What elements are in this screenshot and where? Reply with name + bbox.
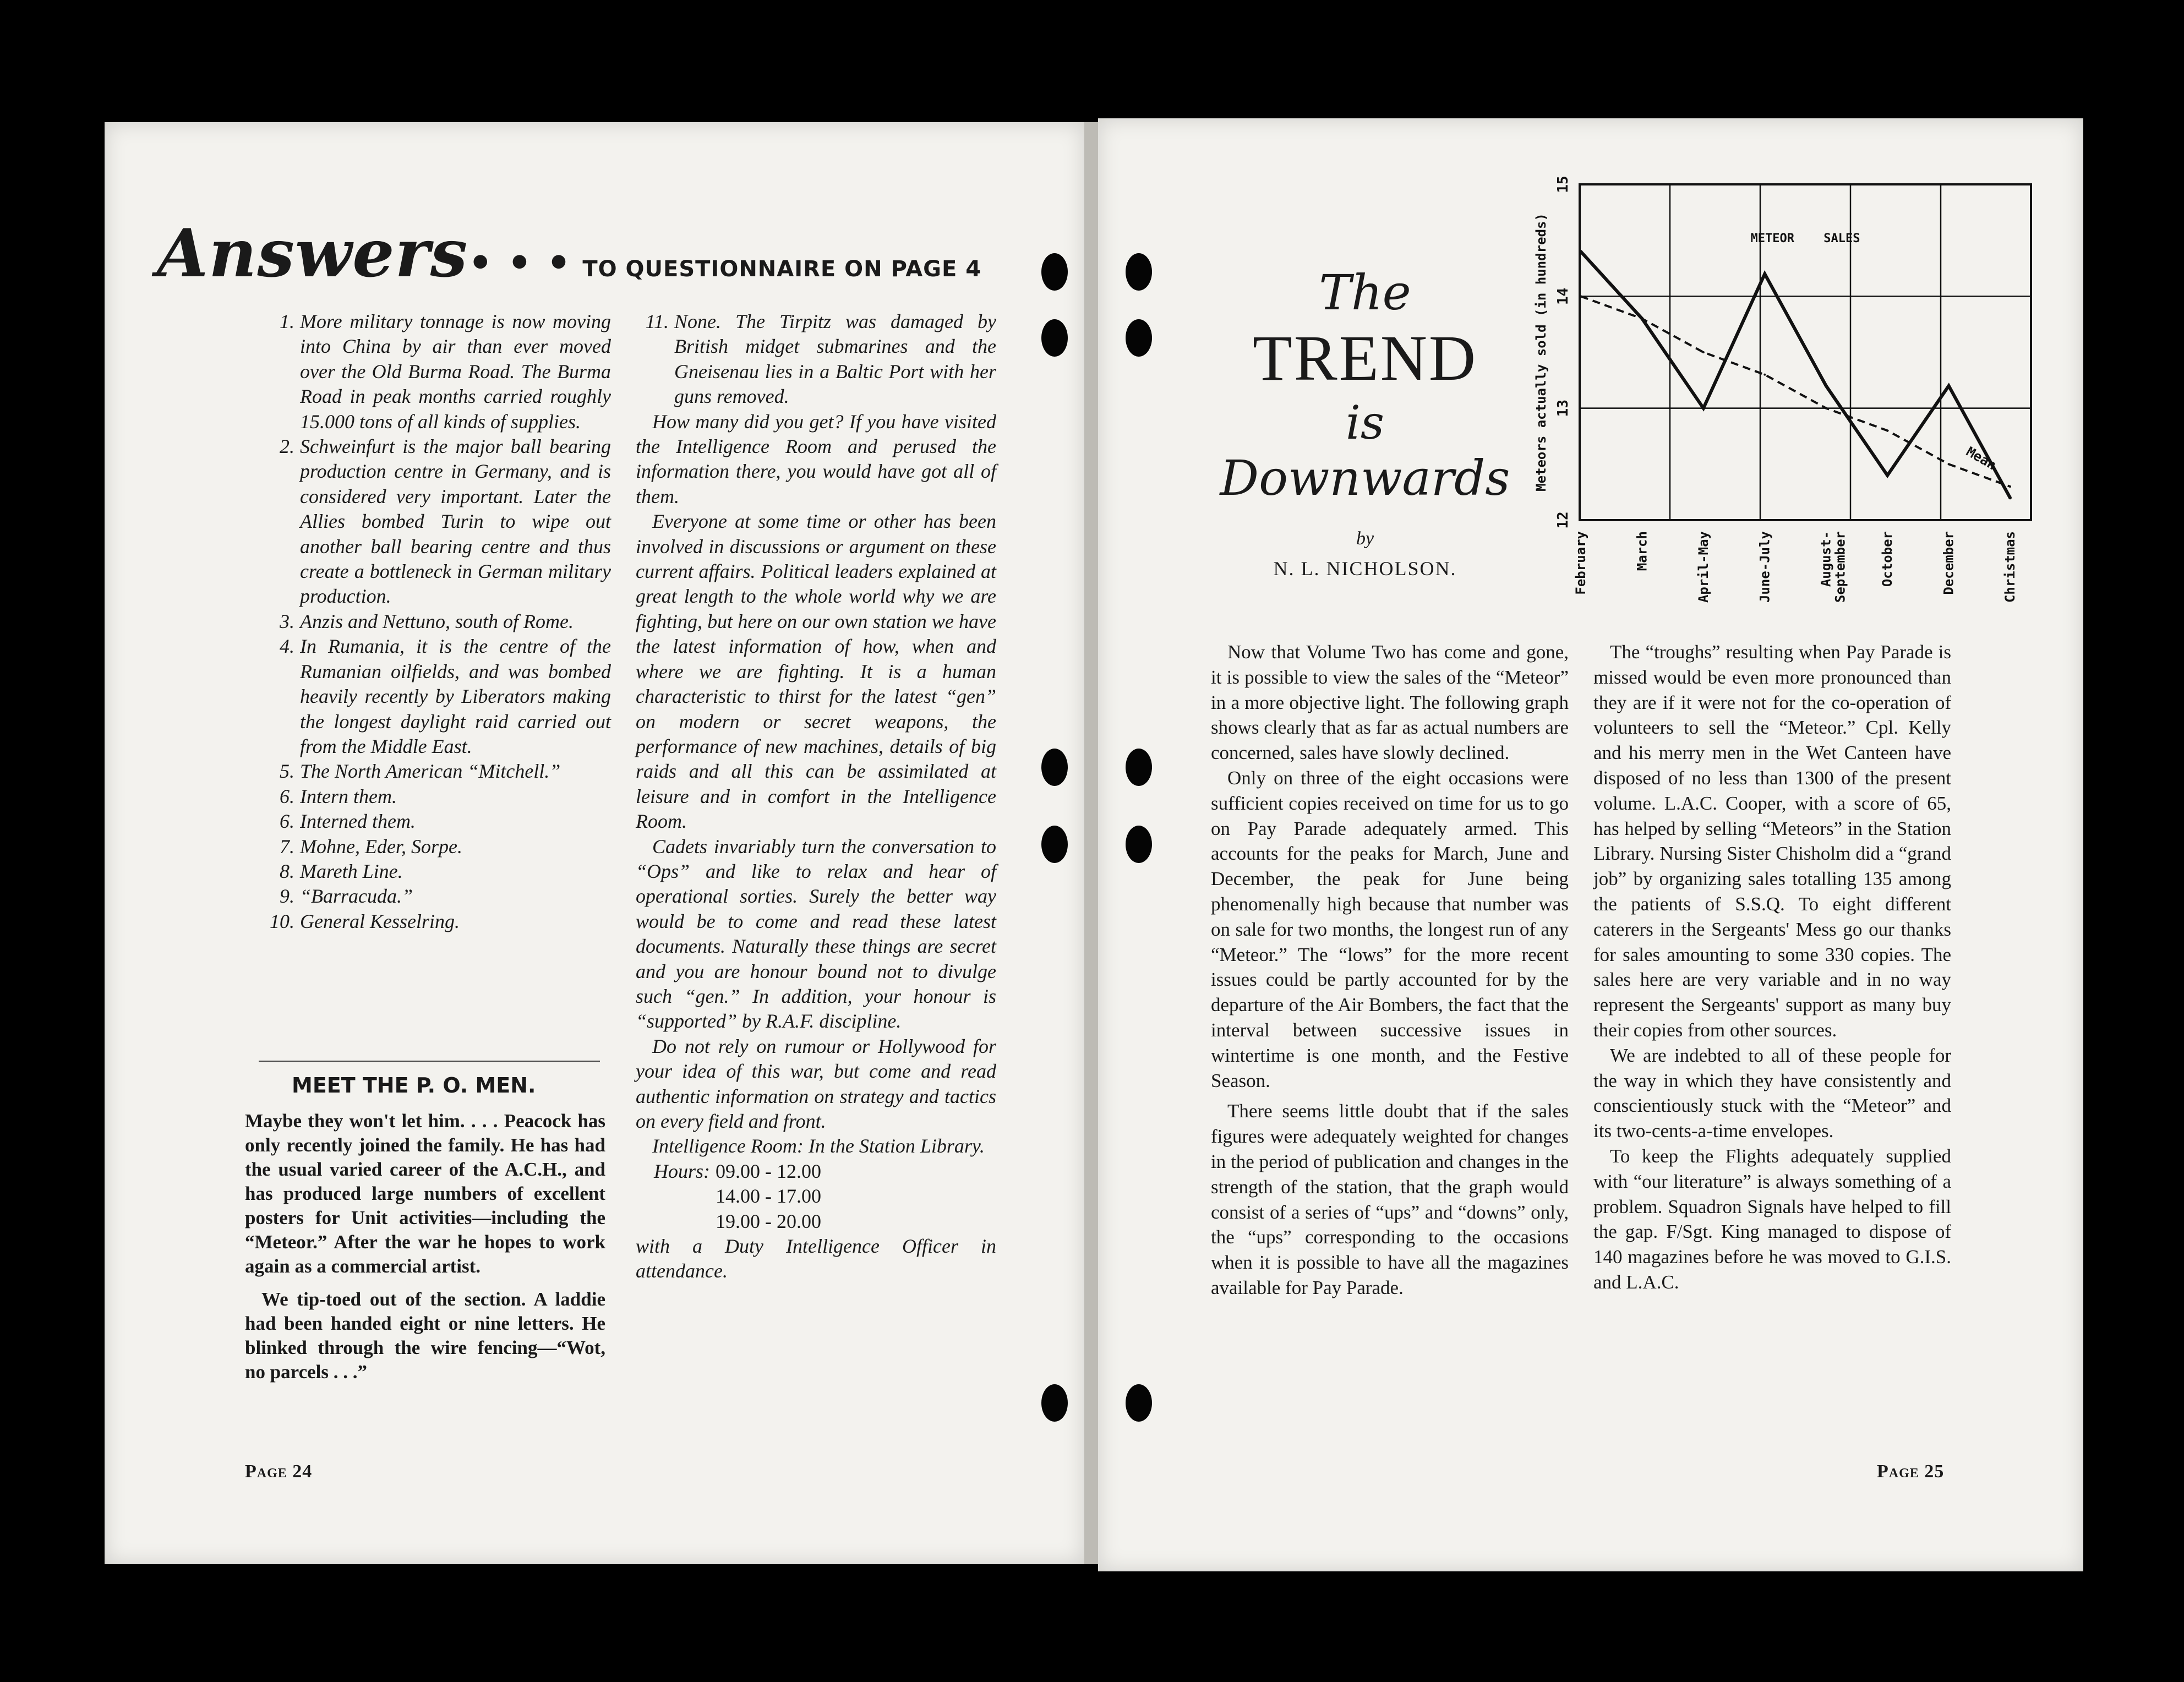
answer-item: 9. “Barracuda.” bbox=[280, 885, 413, 908]
page-number-right: Page 25 bbox=[1877, 1461, 1945, 1482]
binder-hole bbox=[1041, 749, 1068, 786]
article-column-2 bbox=[1593, 640, 1951, 1295]
x-tick-label: April-May bbox=[1695, 531, 1711, 603]
byline-by: by bbox=[1356, 528, 1374, 549]
binder-hole bbox=[1126, 253, 1152, 291]
x-tick-label: September bbox=[1832, 531, 1848, 603]
article-paragraph: We are indebted to all of these people for the way in which they have consistently and conscientiously stuck with the “Meteor” and its two-cents-a-time envelopes. bbox=[1593, 1044, 1951, 1142]
article-paragraph: Now that Volume Two has come and gone, it is possible to view the sales of the “Meteor” in a more objective light. The following graph shows clearly that as far as actual numbers are concerned, sales have slowly declined. bbox=[1211, 641, 1569, 764]
mean-label: Mean bbox=[1963, 444, 1999, 473]
answer-item: 3. Anzis and Nettuno, south of Rome. bbox=[280, 610, 574, 632]
binder-hole bbox=[1126, 319, 1152, 357]
intelligence-paragraph: Cadets invariably turn the conversation to “Ops” and like to relax and hear of operational sorties. Surely the better way would be to come and read these latest documents. Naturally these things are secret and you are honour bound not to divulge such “gen.” In addition, your honour is “supported” by R.A.F. discipline. bbox=[636, 835, 996, 1033]
mean-point bbox=[2009, 485, 2011, 488]
answer-item: 1. More military tonnage is now moving into China by air than ever moved over the Old Burma Road. The Burma Road in peak months carried roughly 15.000 tons of all kinds of supplies. bbox=[280, 310, 611, 433]
mean-point bbox=[1763, 374, 1766, 376]
binder-hole bbox=[1041, 1384, 1068, 1422]
answer-item: 2. Schweinfurt is the major ball bearing production centre in Germany, and is considered very important. Later the Allies bombed Turin to wipe out another ball bearing centre and thus create a bottleneck in German military production. bbox=[280, 435, 611, 608]
closing-line: with a Duty Intelligence Officer in attendance. bbox=[636, 1235, 996, 1282]
mean-point bbox=[1886, 429, 1888, 432]
intelligence-paragraph: Do not rely on rumour or Hollywood for your idea of this war, but come and read authentic information on strategy and tactics on every field and front. bbox=[636, 1035, 996, 1132]
answers-list-column bbox=[261, 309, 611, 934]
article-paragraph: Only on three of the eight occasions were sufficient copies received on time for us to go on Pay Parade adequately armed. This accounts for the peaks for March, June and December, the peak for June being phenomenally high because that number was on sale for two months, the longest run of any “Meteor.” The “lows” for the more recent issues could be partly accounted for by the departure of the Air Bombers, the fact that the interval between successive issues in wintertime is one month, and the Festive Season. bbox=[1211, 767, 1569, 1091]
mean-point bbox=[1580, 295, 1582, 297]
hours-row: 09.00 - 12.00 bbox=[716, 1160, 821, 1182]
gutter bbox=[1084, 122, 1098, 1564]
y-tick-label: 14 bbox=[1555, 287, 1571, 305]
intelligence-paragraph: How many did you get? If you have visited the Intelligence Room and perused the information there, you would have got all of them. bbox=[636, 410, 996, 507]
chart-lines bbox=[1579, 250, 2012, 499]
answer-item: 5. The North American “Mitchell.” bbox=[280, 760, 561, 783]
page-number-left: Page 24 bbox=[245, 1461, 313, 1482]
answers-title-text: Answers bbox=[157, 215, 468, 292]
intelligence-paragraph: Intelligence Room: In the Station Library. bbox=[652, 1135, 985, 1157]
answers-subtitle: TO QUESTIONNAIRE ON PAGE 4 bbox=[582, 256, 982, 282]
answer-item: 10. General Kesselring. bbox=[270, 910, 460, 932]
x-tick-label: February bbox=[1573, 531, 1588, 595]
hours-block bbox=[636, 1159, 996, 1234]
x-tick-label: June-July bbox=[1757, 531, 1773, 603]
binder-hole bbox=[1126, 826, 1152, 863]
x-tick-label: Christmas bbox=[2002, 531, 2018, 603]
sales-point bbox=[1886, 474, 1889, 477]
article-column-1 bbox=[1211, 640, 1569, 1301]
mean-point bbox=[1641, 318, 1643, 320]
meet-paragraph: We tip-toed out of the section. A laddie had been handed eight or nine letters. He blinked through the wire fencing—“Wot, no parcels . . .” bbox=[245, 1288, 605, 1383]
article-paragraph: The “troughs” resulting when Pay Parade is missed would be even more pronounced than they are if it were not for the co-operation of volunteers to sell the “Meteor.” Cpl. Kelly and his merry men in the Wet Canteen have disposed of no less than 1300 of the present volume. L.A.C. Cooper, with a score of 65, has helped by selling “Meteors” in the Station Library. Nursing Sister Chisholm did a “grand job” by organizing sales totalling 135 among the patients of S.S.Q. To eight different caterers in the Sergeants' Mess go our thanks for sales amounting to some 330 copies. The sales here are very variable and in no way represent the Sergeants' support as many buy their copies from other sources. bbox=[1593, 641, 1951, 1041]
sales-point bbox=[1702, 407, 1705, 410]
x-tick-label: August- bbox=[1818, 531, 1834, 587]
title-line: Downwards bbox=[1220, 450, 1510, 506]
byline bbox=[1211, 528, 1519, 580]
hours-label: Hours: bbox=[653, 1160, 710, 1182]
sales-point bbox=[2008, 496, 2012, 499]
x-tick-label: December bbox=[1941, 531, 1957, 595]
intelligence-paragraph: Everyone at some time or other has been involved in discussions or argument on these current affairs. Political leaders explained at great length to the whole world why we are fighting, but here on our own station we have the latest information of how, when and where we are fighting. It is a human characteristic to thirst for the latest “gen” on modern or secret weapons, the performance of new machines, details of big raids and all this can be assimilated at leisure and in comfort in the Intelligence Room. bbox=[636, 510, 996, 833]
binder-hole bbox=[1041, 826, 1068, 863]
x-tick-label: March bbox=[1634, 531, 1650, 571]
article-paragraph: There seems little doubt that if the sales figures were adequately weighted for changes in the period of publication and changes in the strength of the station, that the graph would consist of a series of “ups” and “downs” only, the “ups” corresponding to the occasions when it is possible to have all the magazines available for Pay Parade. bbox=[1211, 1100, 1569, 1298]
title-line: The bbox=[1319, 264, 1411, 321]
trend-title bbox=[1194, 264, 1536, 506]
article-paragraph: To keep the Flights adequately supplied with “our literature” is always something of a problem. Squadron Signals have helped to fill the gap. F/Sgt. King managed to dispose of 140 magazines before he was moved to G.I.S. and L.A.C. bbox=[1593, 1145, 1951, 1293]
sales-point bbox=[1579, 250, 1582, 253]
meet-paragraph: Maybe they won't let him. . . . Peacock has only recently joined the family. He has had the usual varied career of the A.C.H., and has produced large numbers of excellent posters for Unit activities—including the “Meteor.” After the war he hopes to work again as a commercial artist. bbox=[245, 1110, 605, 1277]
hours-row: 14.00 - 17.00 bbox=[716, 1185, 821, 1208]
section-divider bbox=[259, 1061, 600, 1062]
mean-point bbox=[1948, 463, 1950, 465]
binder-hole bbox=[1126, 749, 1152, 786]
answer-item: 7. Mohne, Eder, Sorpe. bbox=[280, 835, 462, 858]
y-tick-label: 15 bbox=[1555, 176, 1571, 193]
meteor-sales-chart bbox=[1530, 165, 2042, 649]
title-dots: • • • bbox=[468, 240, 572, 286]
author-name: N. L. NICHOLSON. bbox=[1273, 558, 1457, 580]
answer-item: 8. Mareth Line. bbox=[280, 860, 403, 882]
sales-line bbox=[1581, 252, 2010, 498]
answer-item: 6. Interned them. bbox=[280, 810, 416, 833]
answer-item: 11. None. The Tirpitz was damaged by British midget submarines and the Gneisenau lies in a Baltic Port with her guns removed. bbox=[645, 310, 996, 408]
title-line: is bbox=[1346, 396, 1384, 450]
x-tick-label: October bbox=[1880, 531, 1896, 587]
meet-text-column bbox=[245, 1109, 605, 1384]
answer-item: 6. Intern them. bbox=[280, 785, 397, 807]
sales-point bbox=[1825, 384, 1828, 387]
answer-item: 4. In Rumania, it is the centre of the Rumanian oilfields, and was bombed heavily recently by Liberators making the longest daylight raid carried out from the Middle East. bbox=[280, 635, 611, 757]
y-axis-label: Meteors actually sold (in hundreds) bbox=[1533, 213, 1549, 492]
binder-hole bbox=[1126, 1384, 1152, 1422]
y-tick-label: 12 bbox=[1555, 511, 1571, 529]
intelligence-column bbox=[636, 309, 996, 1284]
meet-heading: MEET THE P. O. MEN. bbox=[292, 1073, 536, 1097]
title-line: TREND bbox=[1252, 322, 1478, 394]
answers-title bbox=[157, 215, 981, 292]
chart-title: METEOR SALES bbox=[1750, 232, 1860, 245]
mean-point bbox=[1825, 407, 1827, 409]
sales-point bbox=[1947, 384, 1951, 387]
hours-row: 19.00 - 20.00 bbox=[716, 1210, 821, 1232]
binder-hole bbox=[1041, 319, 1068, 357]
y-tick-label: 13 bbox=[1555, 400, 1571, 417]
binder-hole bbox=[1041, 253, 1068, 291]
sales-point bbox=[1763, 272, 1766, 276]
mean-point bbox=[1702, 351, 1705, 353]
